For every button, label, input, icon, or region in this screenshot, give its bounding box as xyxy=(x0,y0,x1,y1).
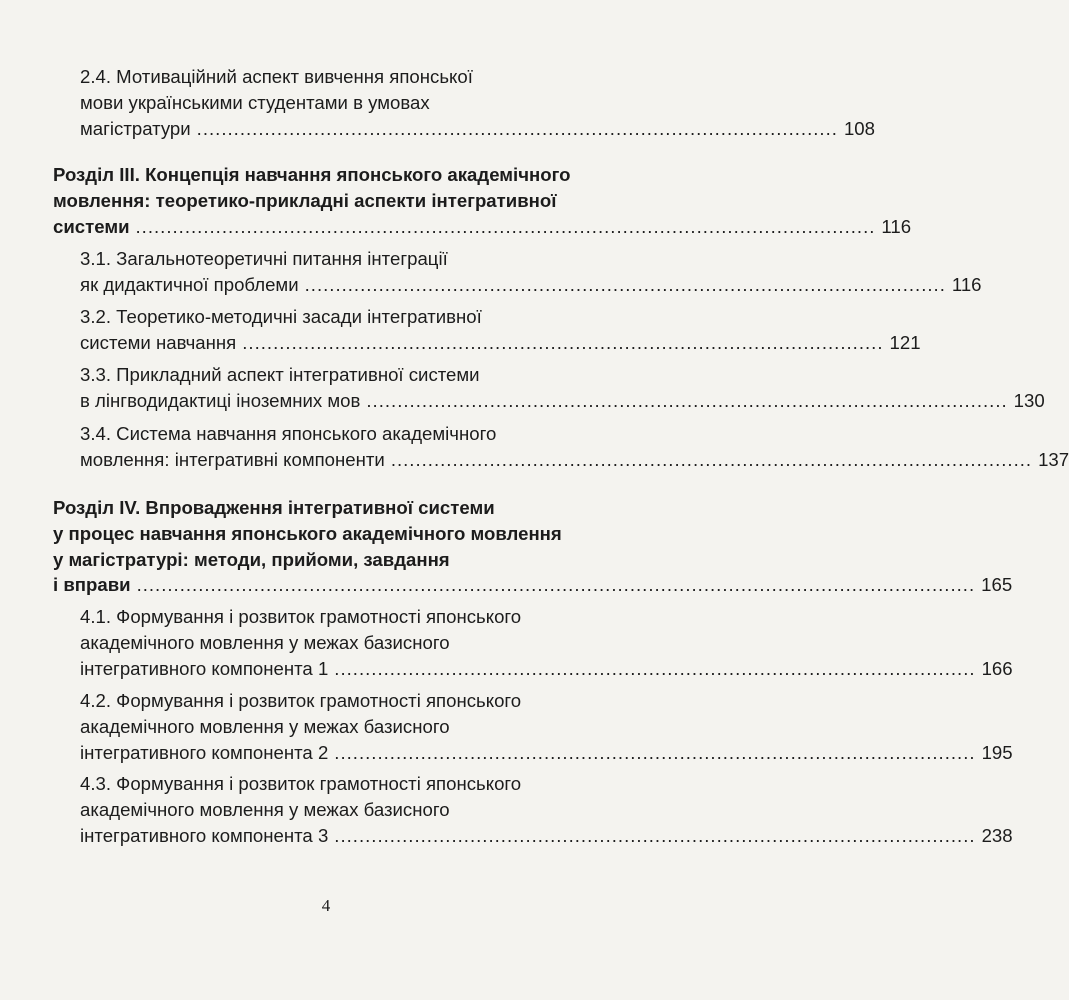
toc-line: академічного мовлення у межах базисного xyxy=(80,798,450,820)
toc-entry-3-3 xyxy=(80,362,1045,414)
toc-section-4 xyxy=(53,495,1013,598)
toc-page-number: 166 xyxy=(981,657,1013,679)
leader-dots: ........................................................................................................ xyxy=(242,331,884,353)
leader-dots: ........................................................................................................ xyxy=(366,389,1008,411)
toc-entry-4-3 xyxy=(80,771,1013,848)
toc-line: в лінгводидактиці іноземних мов xyxy=(80,389,361,411)
toc-page-number: 130 xyxy=(1013,389,1045,411)
toc-page-number: 108 xyxy=(843,117,875,139)
toc-page-number: 238 xyxy=(981,824,1013,846)
toc-line: як дидактичної проблеми xyxy=(80,273,299,295)
toc-line: інтегративного компонента 1 xyxy=(80,657,329,679)
toc-entry-4-2 xyxy=(80,688,1013,765)
toc-page-number: 165 xyxy=(981,574,1013,596)
toc-line: інтегративного компонента 3 xyxy=(80,824,329,846)
toc-line: у процес навчання японського академічного мовлення xyxy=(53,522,562,544)
toc-line: Розділ III. Концепція навчання японського академічного xyxy=(53,164,571,185)
toc-line: 3.3. Прикладний аспект інтегративної системи xyxy=(80,364,480,385)
leader-dots: ........................................................................................................ xyxy=(334,741,976,763)
toc-line: і вправи xyxy=(53,574,131,596)
toc-line: системи навчання xyxy=(80,331,237,353)
toc-line: 4.2. Формування і розвиток грамотності японського xyxy=(80,690,522,711)
leader-dots: ........................................................................................................................ xyxy=(135,215,876,237)
toc-entry-3-4 xyxy=(80,421,1069,473)
toc-line: мовлення: інтегративні компоненти xyxy=(80,448,385,470)
toc-line: 4.1. Формування і розвиток грамотності японського xyxy=(80,606,522,627)
leader-dots: ........................................................................................................ xyxy=(196,117,838,139)
toc-entry-2-4 xyxy=(80,64,875,141)
toc-line: академічного мовлення у межах базисного xyxy=(80,631,450,653)
toc-page-number: 195 xyxy=(981,741,1013,763)
toc-line: мовлення: теоретико-прикладні аспекти інтегративної xyxy=(53,189,557,211)
leader-dots: ........................................................................................................ xyxy=(304,273,946,295)
toc-page-number: 116 xyxy=(951,273,982,295)
toc-section-3 xyxy=(53,162,912,239)
toc-line: магістратури xyxy=(80,117,191,139)
toc-line: інтегративного компонента 2 xyxy=(80,741,329,763)
leader-dots: ........................................................................................................ xyxy=(334,657,976,679)
toc-line: системи xyxy=(53,215,130,237)
leader-dots: ........................................................................................................ xyxy=(334,824,976,846)
toc-entry-3-2 xyxy=(80,304,921,356)
leader-dots: ........................................................................................................ xyxy=(390,448,1033,470)
toc-line: у магістратурі: методи, прийоми, завдання xyxy=(53,548,450,570)
toc-line: 3.1. Загальнотеоретичні питання інтеграції xyxy=(80,248,448,269)
toc-line: Розділ IV. Впровадження інтегративної системи xyxy=(53,497,495,518)
leader-dots: ........................................................................................................................................ xyxy=(136,574,976,596)
toc-entry-3-1 xyxy=(80,246,982,298)
toc-line: академічного мовлення у межах базисного xyxy=(80,715,450,737)
toc-line: 3.4. Система навчання японського академічного xyxy=(80,423,497,444)
page-number: 4 xyxy=(321,896,331,915)
toc-page-number: 116 xyxy=(881,215,912,237)
toc-line: мови українськими студентами в умовах xyxy=(80,91,430,113)
toc-entry-4-1 xyxy=(80,604,1013,681)
toc-line: 2.4. Мотиваційний аспект вивчення японської xyxy=(80,66,473,87)
toc-line: 3.2. Теоретико-методичні засади інтегративної xyxy=(80,306,482,327)
toc-page-number: 137 xyxy=(1038,448,1069,470)
toc-line: 4.3. Формування і розвиток грамотності японського xyxy=(80,773,522,794)
toc-page-number: 121 xyxy=(889,331,921,353)
